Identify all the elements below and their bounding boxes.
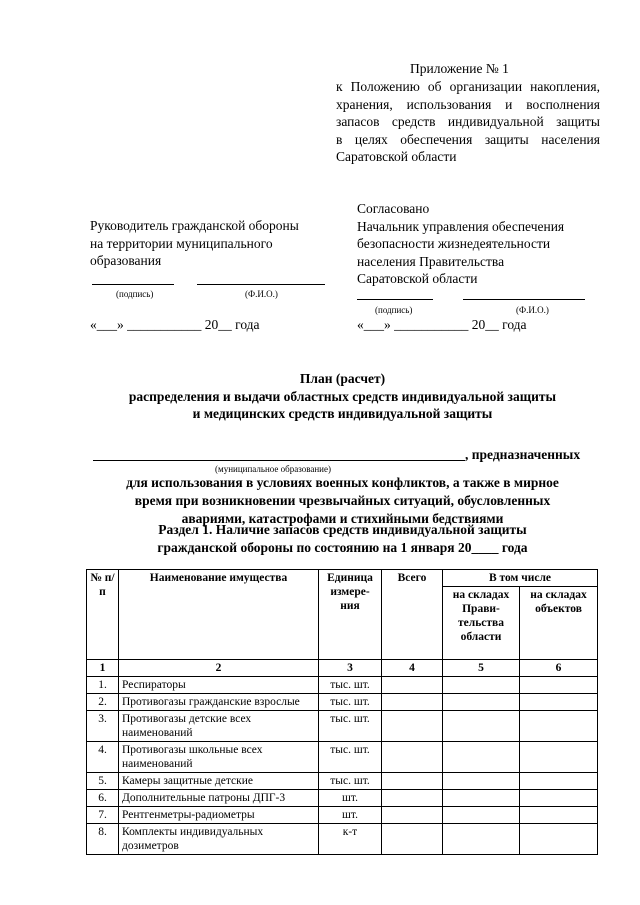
table-row: [87, 677, 598, 694]
row-name: Противогазы школьные всех наименований: [119, 742, 319, 773]
header-including: В том числе: [443, 570, 598, 587]
approval-fio-label: (Ф.И.О.): [516, 305, 549, 315]
header-total: Всего: [382, 570, 443, 660]
approval-line: безопасности жизнедеятельности: [357, 236, 551, 251]
row-obj: [520, 790, 598, 807]
table-row: [87, 773, 598, 790]
col-number: 5: [443, 660, 520, 677]
row-gov: [443, 790, 520, 807]
approval-fio-line: [463, 299, 585, 300]
row-total: [382, 711, 443, 742]
approval-agreed: Согласовано: [357, 201, 430, 216]
approval-line: населения Правительства: [357, 253, 505, 269]
plan-intended: , предназначенных: [465, 447, 581, 462]
row-unit: тыс. шт.: [319, 742, 382, 773]
appendix-text: [336, 78, 600, 166]
col-number: 6: [520, 660, 598, 677]
row-unit: тыс. шт.: [319, 694, 382, 711]
appendix-line: к Положению об организации накопления,: [336, 79, 600, 94]
municipality-label: (муниципальное образование): [215, 464, 331, 474]
row-gov: [443, 742, 520, 773]
left-fio-label: (Ф.И.О.): [245, 289, 278, 299]
municipality-line: [93, 460, 465, 461]
row-gov: [443, 694, 520, 711]
table-row: [87, 807, 598, 824]
row-unit: тыс. шт.: [319, 711, 382, 742]
row-number: 3.: [87, 711, 119, 742]
appendix-line: в целях обеспечения защиты населения: [336, 131, 600, 147]
row-unit: шт.: [319, 807, 382, 824]
row-gov: [443, 824, 520, 855]
approval-signature-line: [357, 299, 433, 300]
header-gov-warehouses: на складах Прави-тельства области: [443, 587, 520, 660]
row-total: [382, 742, 443, 773]
header-object-warehouses: на складах объектов: [520, 587, 598, 660]
approval-signature-label: (подпись): [375, 305, 413, 315]
approval-line: Начальник управления обеспечения: [357, 218, 565, 234]
col-number: 3: [319, 660, 382, 677]
left-date: «___» ___________ 20__ года: [90, 317, 260, 332]
left-fio-line: [197, 284, 325, 285]
row-gov: [443, 807, 520, 824]
appendix-line: Саратовской области: [336, 149, 457, 164]
left-line: образования: [90, 253, 162, 268]
row-name: Противогазы гражданские взрослые: [119, 694, 319, 711]
row-unit: тыс. шт.: [319, 677, 382, 694]
row-name: Камеры защитные детские: [119, 773, 319, 790]
row-obj: [520, 694, 598, 711]
appendix-title: Приложение № 1: [410, 61, 509, 76]
section-line-2: гражданской обороны по состоянию на 1 января 20____ года: [157, 540, 528, 555]
supplies-table: [86, 569, 598, 855]
row-obj: [520, 824, 598, 855]
row-name: Респираторы: [119, 677, 319, 694]
row-total: [382, 824, 443, 855]
header-name: Наименование имущества: [119, 570, 319, 660]
row-total: [382, 790, 443, 807]
row-obj: [520, 711, 598, 742]
plan-line-5: авариями, катастрофами и стихийными бедствиями: [181, 511, 504, 526]
row-name: Рентгенметры-радиометры: [119, 807, 319, 824]
row-unit: к-т: [319, 824, 382, 855]
row-gov: [443, 711, 520, 742]
row-number: 8.: [87, 824, 119, 855]
header-unit: Единица измере-ния: [319, 570, 382, 660]
row-number: 4.: [87, 742, 119, 773]
row-number: 1.: [87, 677, 119, 694]
row-number: 5.: [87, 773, 119, 790]
section-line-1: Раздел 1. Наличие запасов средств индивидуальной защиты: [158, 522, 527, 537]
approval-date: «___» ___________ 20__ года: [357, 317, 527, 332]
row-number: 7.: [87, 807, 119, 824]
row-number: 6.: [87, 790, 119, 807]
row-obj: [520, 773, 598, 790]
approval-line: Саратовской области: [357, 271, 478, 286]
row-gov: [443, 773, 520, 790]
left-signature-line: [92, 284, 174, 285]
row-obj: [520, 677, 598, 694]
plan-line-4: время при возникновении чрезвычайных ситуаций, обусловленных: [134, 493, 551, 508]
row-number: 2.: [87, 694, 119, 711]
table-row: [87, 711, 598, 742]
left-line: на территории муниципального: [90, 235, 273, 251]
table-row: [87, 742, 598, 773]
row-obj: [520, 807, 598, 824]
column-number-row: [87, 660, 598, 677]
table-row: [87, 694, 598, 711]
left-line: Руководитель гражданской обороны: [90, 218, 299, 233]
left-signature-label: (подпись): [116, 289, 154, 299]
row-unit: тыс. шт.: [319, 773, 382, 790]
plan-line-1: распределения и выдачи областных средств индивидуальной защиты: [128, 389, 557, 404]
row-obj: [520, 742, 598, 773]
plan-line-3: для использования в условиях военных конфликтов, а также в мирное: [126, 475, 559, 490]
row-total: [382, 807, 443, 824]
col-number: 2: [119, 660, 319, 677]
row-name: Дополнительные патроны ДПГ-3: [119, 790, 319, 807]
row-total: [382, 694, 443, 711]
row-name: Комплекты индивидуальных дозиметров: [119, 824, 319, 855]
table-row: [87, 824, 598, 855]
row-gov: [443, 677, 520, 694]
row-total: [382, 677, 443, 694]
appendix-line: запасов средств индивидуальной защиты: [336, 114, 600, 129]
appendix-line: хранения, использования и восполнения: [336, 96, 600, 112]
plan-title: План (расчет): [299, 371, 386, 386]
approval-block: [357, 200, 607, 288]
header-num: № п/п: [87, 570, 119, 660]
row-unit: шт.: [319, 790, 382, 807]
row-name: Противогазы детские всех наименований: [119, 711, 319, 742]
table-row: [87, 790, 598, 807]
left-block: [90, 217, 340, 270]
col-number: 4: [382, 660, 443, 677]
row-total: [382, 773, 443, 790]
plan-line-2: и медицинских средств индивидуальной защиты: [192, 406, 493, 421]
col-number: 1: [87, 660, 119, 677]
